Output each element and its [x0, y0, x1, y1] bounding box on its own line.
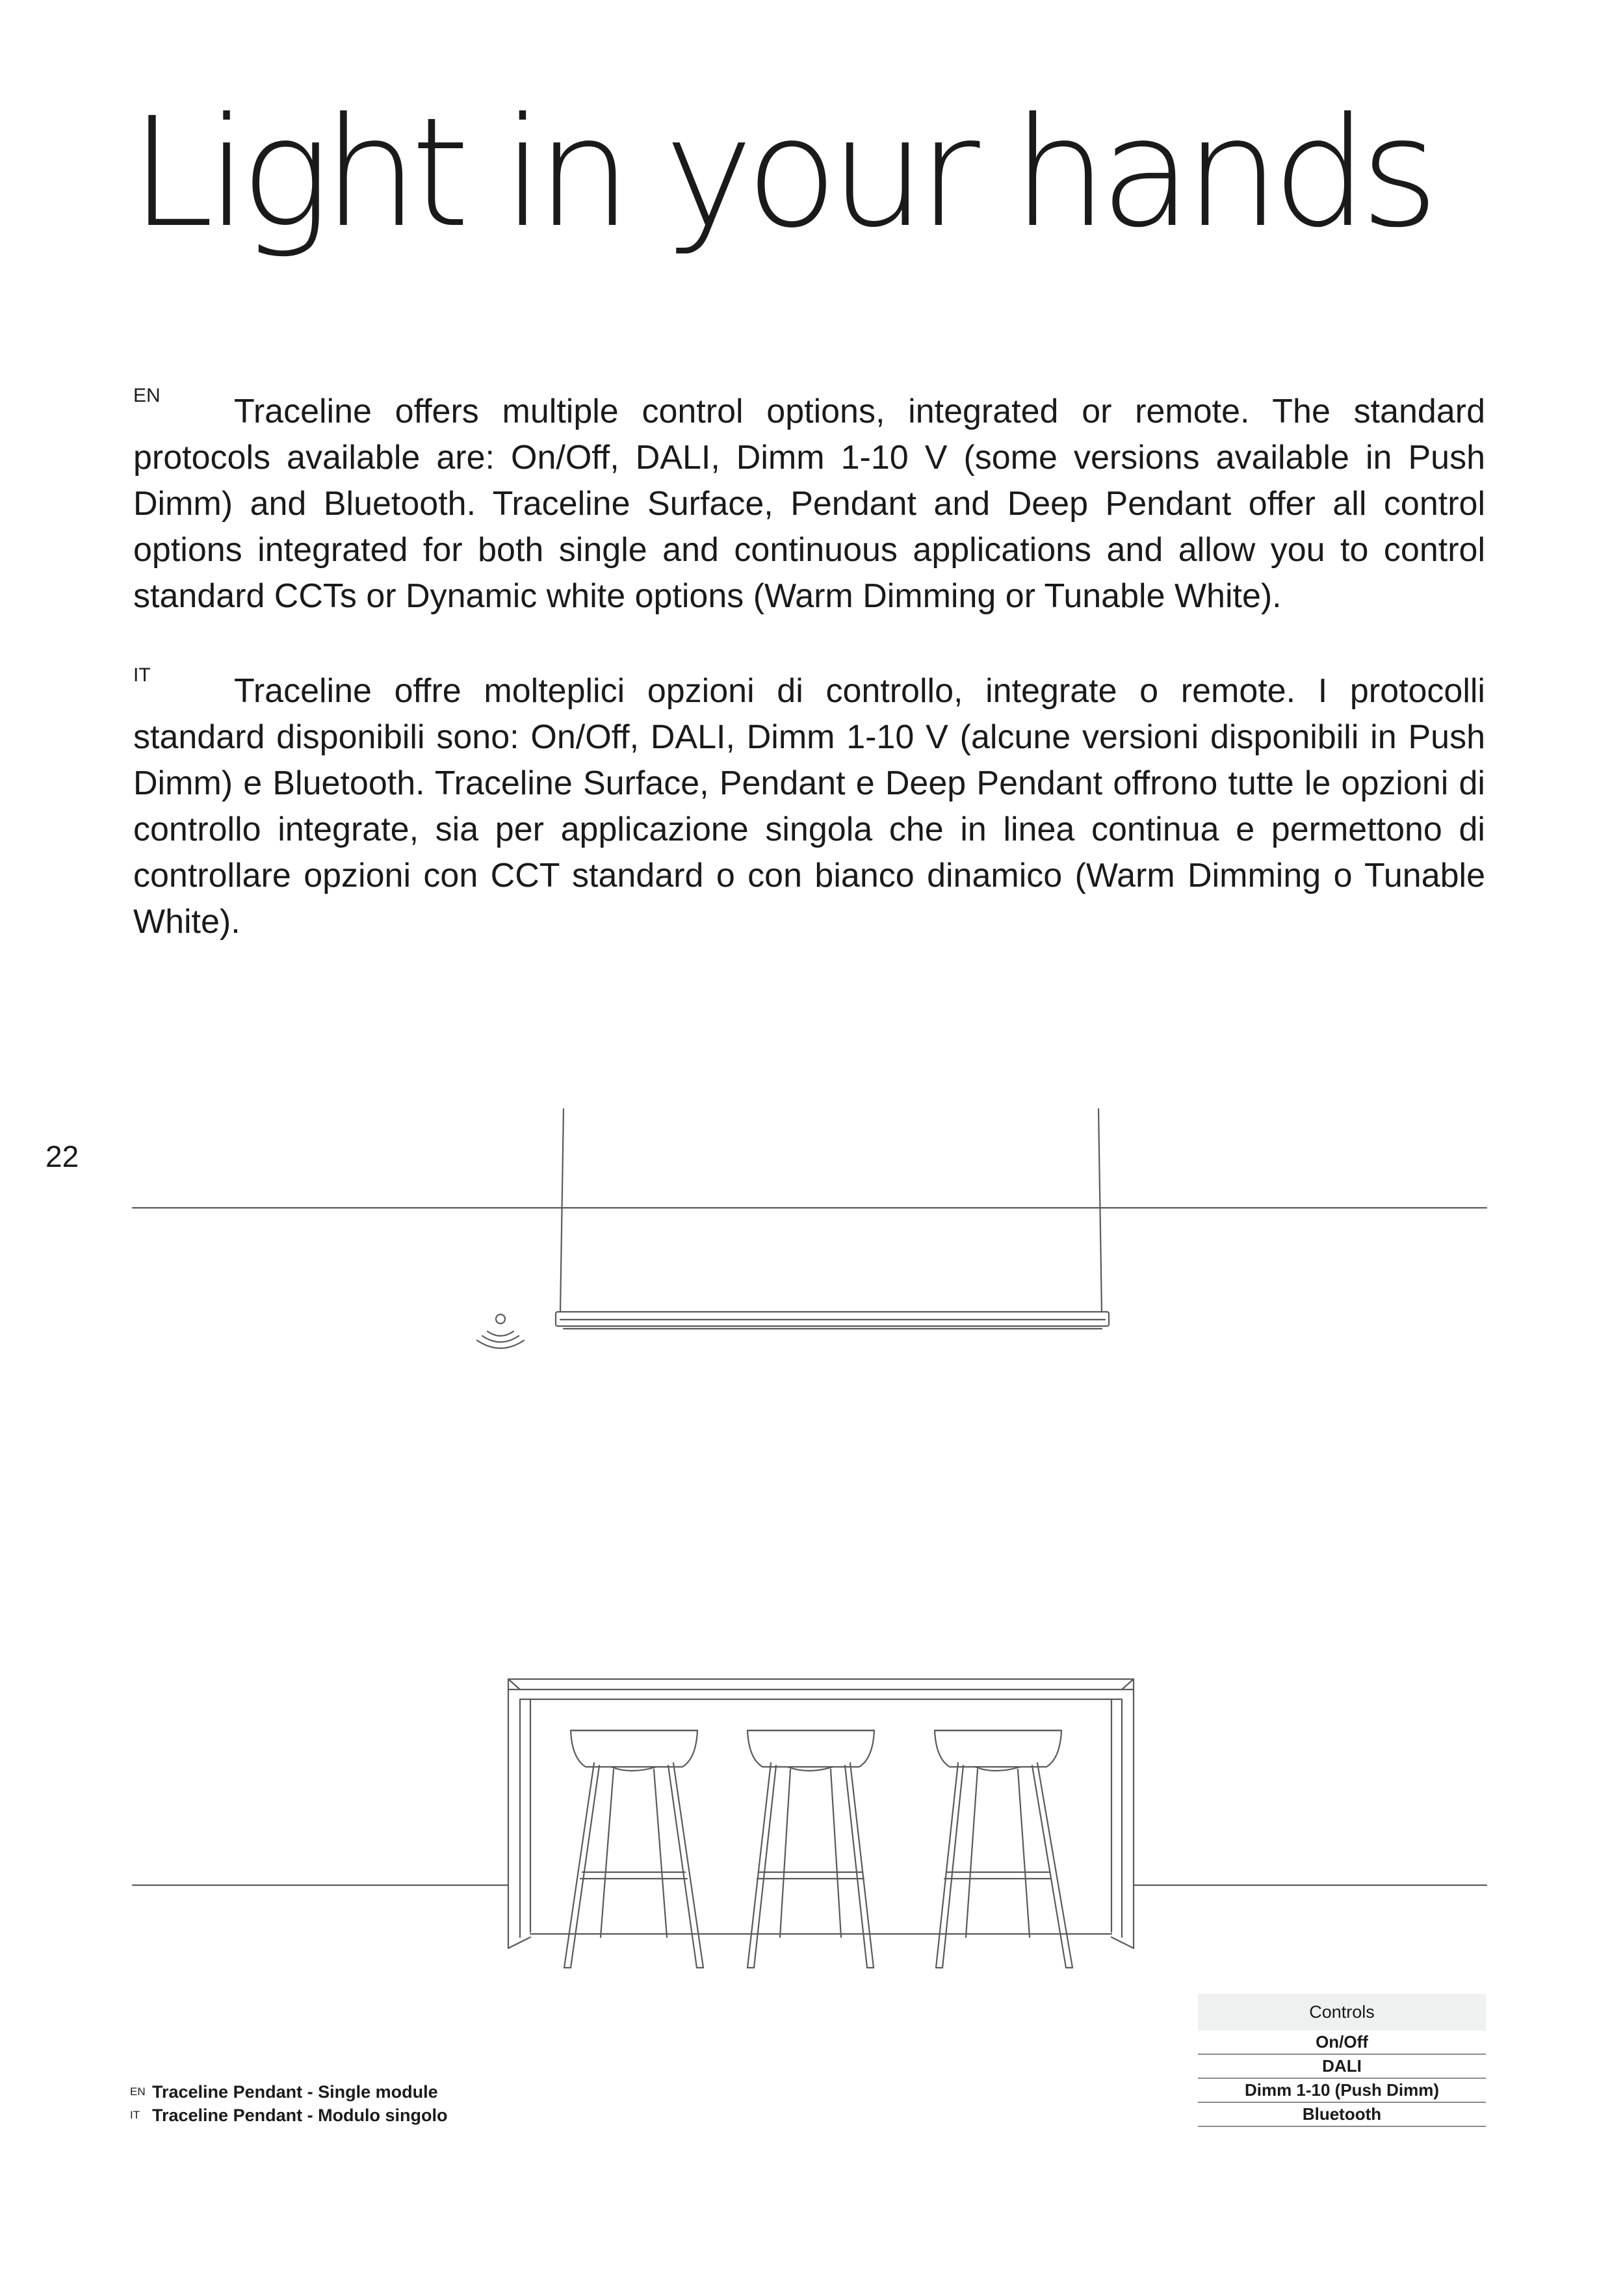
bar-stool-2	[747, 1730, 874, 1968]
page-title: Light in your hands	[130, 85, 1431, 261]
bar-stool-1	[564, 1730, 703, 1968]
caption-text-it: Traceline Pendant - Modulo singolo	[152, 2106, 448, 2125]
controls-table	[1198, 1994, 1486, 2127]
caption-language-en: EN	[130, 2085, 146, 2098]
pendant-luminaire	[556, 1312, 1109, 1329]
suspension-cable-left	[560, 1109, 564, 1312]
caption-text-en: Traceline Pendant - Single module	[152, 2082, 438, 2102]
caption-line-en	[130, 2080, 448, 2104]
controls-row: On/Off	[1198, 2031, 1486, 2055]
language-label-it: IT	[133, 664, 151, 686]
controls-header: Controls	[1198, 1994, 1486, 2031]
figure-caption	[130, 2080, 448, 2127]
caption-language-it: IT	[130, 2109, 140, 2121]
bar-stool-3	[935, 1730, 1072, 1968]
wireless-signal-icon	[477, 1314, 524, 1348]
suspension-cable-right	[1098, 1109, 1102, 1312]
controls-row: Bluetooth	[1198, 2103, 1486, 2127]
caption-line-it	[130, 2104, 448, 2127]
language-label-en: EN	[133, 385, 161, 406]
controls-row: Dimm 1-10 (Push Dimm)	[1198, 2079, 1486, 2103]
page-number: 22	[45, 1140, 79, 1173]
intro-text-it: Traceline offre molteplici opzioni di controllo, integrate o remote. I protocolli standard disponibili sono: On/Off, DALI, Dimm 1-10 V (alcune versioni disponibili in Push Dimm) e Bluetooth. Traceline Surface, Pendant e Deep Pendant offrono tutte le opzioni di controllo integrate, sia per applicazione singola che in linea continua e permettono di controllare opzioni con CCT standard o con bianco dinamico (Warm Dimming o Tunable White).	[133, 672, 1485, 941]
controls-row: DALI	[1198, 2055, 1486, 2079]
intro-text-en: Traceline offers multiple control options, integrated or remote. The standard protocols available are: On/Off, DALI, Dimm 1-10 V (some versions available in Push Dimm) and Bluetooth. Traceline Surface, Pendant and Deep Pendant offer all control options integrated for both single and continuous applications and allow you to control standard CCTs or Dynamic white options (Warm Dimming or Tunable White).	[133, 393, 1485, 615]
